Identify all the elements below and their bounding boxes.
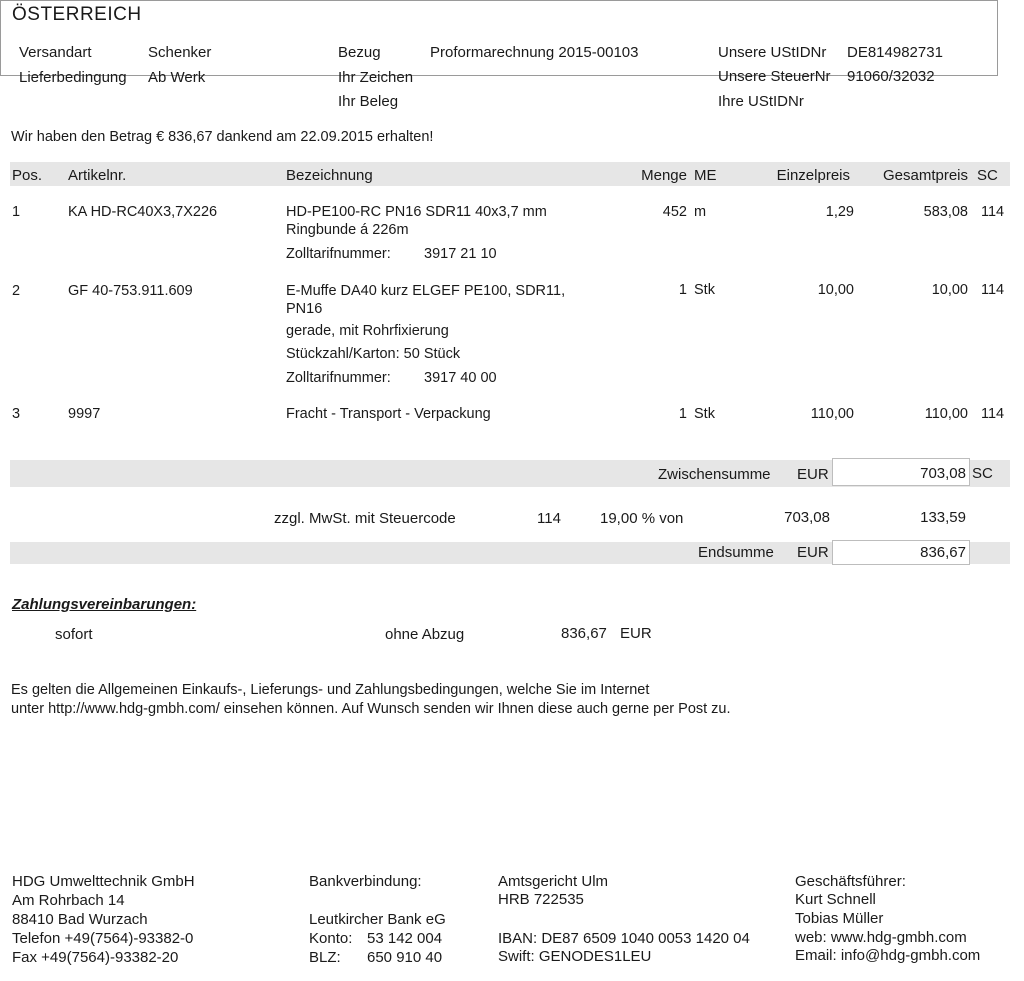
subtotal-label: Zwischensumme — [658, 466, 771, 483]
footer-swift: Swift: GENODES1LEU — [498, 948, 652, 965]
footer-blz-value: 650 910 40 — [367, 949, 443, 966]
ustidnr-label: Unsere UStIDNr — [718, 44, 827, 61]
total-label: Endsumme — [698, 544, 774, 561]
payment-terms-currency: EUR — [620, 625, 652, 642]
tax-label: zzgl. MwSt. mit Steuercode — [274, 510, 456, 527]
col-einzelpreis: Einzelpreis — [776, 167, 850, 184]
bezug-label: Bezug — [338, 44, 381, 61]
item-desc-line: E-Muffe DA40 kurz ELGEF PE100, SDR11, — [286, 283, 566, 299]
col-sc: SC — [977, 167, 998, 184]
col-bezeichnung: Bezeichnung — [286, 167, 373, 184]
col-pos: Pos. — [12, 167, 43, 184]
item-artikelnr: KA HD-RC40X3,7X226 — [68, 204, 218, 220]
payment-terms-when: sofort — [55, 626, 93, 643]
versandart-value: Schenker — [148, 44, 212, 61]
item-desc-line: HD-PE100-RC PN16 SDR11 40x3,7 mm — [286, 204, 547, 220]
tax-base: 703,08 — [784, 509, 830, 526]
header-info-box — [0, 0, 998, 76]
item-desc-line: gerade, mit Rohrfixierung — [286, 323, 449, 339]
col-me: ME — [694, 167, 717, 184]
item-sc: 114 — [981, 204, 1005, 220]
agb-line-1: Es gelten die Allgemeinen Einkaufs-, Lieferungs- und Zahlungsbedingungen, welche Sie im Internet — [11, 682, 650, 698]
footer-bank-title: Bankverbindung: — [309, 873, 422, 890]
country-heading: ÖSTERREICH — [12, 4, 142, 25]
ihr-beleg-label: Ihr Beleg — [338, 93, 399, 110]
footer-company-city: 88410 Bad Wurzach — [12, 911, 148, 928]
item-menge: 452 — [662, 204, 687, 220]
lieferbedingung-value: Ab Werk — [148, 69, 206, 86]
tax-code: 114 — [537, 510, 561, 527]
ihre-ustidnr-label: Ihre UStIDNr — [718, 93, 804, 110]
footer-company-street: Am Rohrbach 14 — [12, 892, 125, 909]
footer-konto-label: Konto: — [309, 930, 353, 947]
footer-konto-value: 53 142 004 — [367, 930, 443, 947]
ihr-zeichen-label: Ihr Zeichen — [338, 69, 414, 86]
footer-company-fax: Fax +49(7564)-93382-20 — [12, 949, 179, 966]
bezug-value: Proformarechnung 2015-00103 — [430, 44, 639, 61]
footer-bank-name: Leutkircher Bank eG — [309, 911, 446, 928]
payment-notice: Wir haben den Betrag € 836,67 dankend am 22.09.2015 erhalten! — [11, 129, 434, 145]
subtotal-sc: SC — [972, 465, 993, 482]
item-desc-line: PN16 — [286, 301, 323, 317]
item-einzelpreis: 10,00 — [817, 282, 854, 298]
steuernr-value: 91060/32032 — [847, 68, 935, 85]
item-sc: 114 — [981, 406, 1005, 422]
footer-gf-title: Geschäftsführer: — [795, 873, 906, 890]
footer-web: web: www.hdg-gmbh.com — [795, 929, 967, 946]
footer-gf-name: Tobias Müller — [795, 910, 884, 927]
ustidnr-value: DE814982731 — [847, 44, 943, 61]
col-gesamtpreis: Gesamtpreis — [882, 167, 968, 184]
item-me: Stk — [694, 282, 715, 298]
payment-terms-amount: 836,67 — [561, 625, 607, 642]
item-pos: 1 — [12, 204, 21, 220]
footer-email: Email: info@hdg-gmbh.com — [795, 947, 981, 964]
col-artikelnr: Artikelnr. — [68, 167, 127, 184]
item-menge: 1 — [678, 406, 687, 422]
item-zoll-value: 3917 21 10 — [424, 246, 497, 262]
payment-terms-title: Zahlungsvereinbarungen: — [12, 596, 197, 613]
footer-iban: IBAN: DE87 6509 1040 0053 1420 04 — [498, 930, 750, 947]
item-zoll-label: Zolltarifnummer: — [286, 246, 391, 262]
item-sc: 114 — [981, 282, 1005, 298]
footer-company-phone: Telefon +49(7564)-93382-0 — [12, 930, 194, 947]
item-artikelnr: 9997 — [68, 406, 101, 422]
item-artikelnr: GF 40-753.911.609 — [68, 283, 193, 299]
item-menge: 1 — [678, 282, 687, 298]
footer-blz-label: BLZ: — [309, 949, 341, 966]
lieferbedingung-label: Lieferbedingung — [19, 69, 127, 86]
footer-hrb: HRB 722535 — [498, 891, 584, 908]
item-einzelpreis: 1,29 — [825, 204, 854, 220]
item-pos: 2 — [12, 283, 21, 299]
item-zoll-label: Zolltarifnummer: — [286, 370, 391, 386]
item-me: Stk — [694, 406, 715, 422]
subtotal-currency: EUR — [797, 466, 829, 483]
item-gesamtpreis: 583,08 — [923, 204, 968, 220]
payment-terms-discount: ohne Abzug — [385, 626, 465, 643]
versandart-label: Versandart — [19, 44, 92, 61]
steuernr-label: Unsere SteuerNr — [718, 68, 831, 85]
item-gesamtpreis: 10,00 — [931, 282, 968, 298]
item-desc-line: Ringbunde á 226m — [286, 222, 409, 238]
item-gesamtpreis: 110,00 — [924, 406, 968, 422]
item-zoll-value: 3917 40 00 — [424, 370, 497, 386]
footer-court: Amtsgericht Ulm — [498, 873, 609, 890]
footer-company-name: HDG Umwelttechnik GmbH — [12, 873, 195, 890]
item-desc-line: Fracht - Transport - Verpackung — [286, 406, 491, 422]
col-menge: Menge — [641, 167, 687, 184]
total-currency: EUR — [797, 544, 829, 561]
tax-amount: 133,59 — [920, 509, 966, 526]
item-desc-line: Stückzahl/Karton: 50 Stück — [286, 346, 461, 362]
item-me: m — [694, 204, 707, 220]
total-value: 836,67 — [920, 544, 966, 561]
tax-rate: 19,00 % von — [600, 510, 684, 527]
item-pos: 3 — [12, 406, 21, 422]
agb-line-2: unter http://www.hdg-gmbh.com/ einsehen können. Auf Wunsch senden wir Ihnen diese auch gerne per Post zu. — [11, 701, 731, 717]
item-einzelpreis: 110,00 — [810, 406, 854, 422]
footer-gf-name: Kurt Schnell — [795, 891, 876, 908]
subtotal-value: 703,08 — [920, 465, 966, 482]
